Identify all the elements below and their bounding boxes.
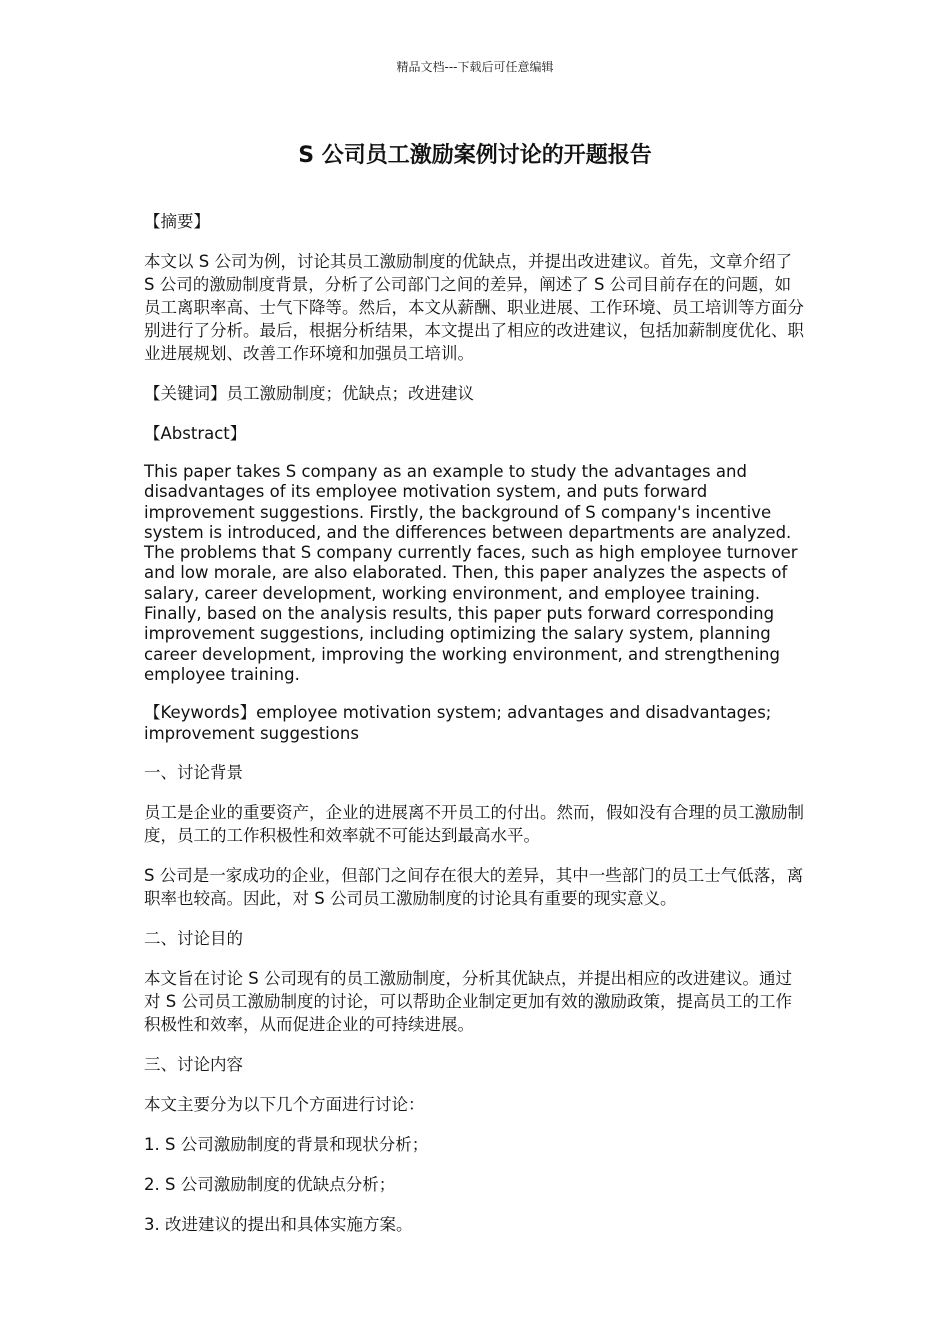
section-heading-content: 三、讨论内容 — [144, 1055, 243, 1075]
list-item: 2. S 公司激励制度的优缺点分析； — [144, 1175, 396, 1195]
keywords-chinese: 【关键词】员工激励制度；优缺点；改进建议 — [144, 384, 474, 403]
abstract-english: This paper takes S company as an example to study the advantages and disadvantages of its employee motivation system, and puts forward improvement suggestions. Firstly, the background of S company's incentive system is introduced, and the differences between departments are analyzed. The problems that S company currently faces, such as high employee turnover and low morale, are also elaborated. Then, this paper analyzes the aspects of salary, career development, working environment, and employee training. Finally, based on the analysis results, this paper puts forward corresponding improvement suggestions, including optimizing the salary system, planning career development, improving the working environment, and strengthening employee training. — [144, 462, 798, 684]
paragraph: S 公司是一家成功的企业，但部门之间存在很大的差异，其中一些部门的员工士气低落，离职率也较高。因此，对 S 公司员工激励制度的讨论具有重要的现实意义。 — [144, 866, 804, 909]
section-heading-purpose: 二、讨论目的 — [144, 929, 243, 949]
paragraph: 本文旨在讨论 S 公司现有的员工激励制度，分析其优缺点，并提出相应的改进建议。通过对 S 公司员工激励制度的讨论，可以帮助企业制定更加有效的激励政策，提高员工的工作积极性和效率，从而促进企业的可持续进展。 — [144, 969, 792, 1035]
abstract-heading: 【摘要】 — [144, 212, 210, 231]
document-body — [144, 210, 806, 1253]
section-heading-background: 一、讨论背景 — [144, 763, 243, 783]
paragraph: 本文主要分为以下几个方面进行讨论： — [144, 1095, 425, 1115]
abstract-english-heading: 【Abstract】 — [144, 424, 247, 443]
list-item: 1. S 公司激励制度的背景和现状分析； — [144, 1135, 429, 1155]
keywords-english: 【Keywords】employee motivation system; advantages and disadvantages; improvement suggestions — [144, 703, 772, 743]
document-title: S 公司员工激励案例讨论的开题报告 — [298, 143, 652, 168]
list-item: 3. 改进建议的提出和具体实施方案。 — [144, 1215, 413, 1235]
abstract-chinese: 本文以 S 公司为例，讨论其员工激励制度的优缺点，并提出改进建议。首先，文章介绍了 S 公司的激励制度背景，分析了公司部门之间的差异，阐述了 S 公司目前存在的问题，如员工离职率高、士气下降等。然后，本文从薪酬、职业进展、工作环境、员工培训等方面分别进行了分析。最后，根据分析结果，本文提出了相应的改进建议，包括加薪制度优化、职业进展规划、改善工作环境和加强员工培训。 — [144, 252, 804, 363]
header-note: 精品文档---下载后可任意编辑 — [396, 60, 554, 74]
paragraph: 员工是企业的重要资产，企业的进展离不开员工的付出。然而，假如没有合理的员工激励制度，员工的工作积极性和效率就不可能达到最高水平。 — [144, 803, 804, 846]
